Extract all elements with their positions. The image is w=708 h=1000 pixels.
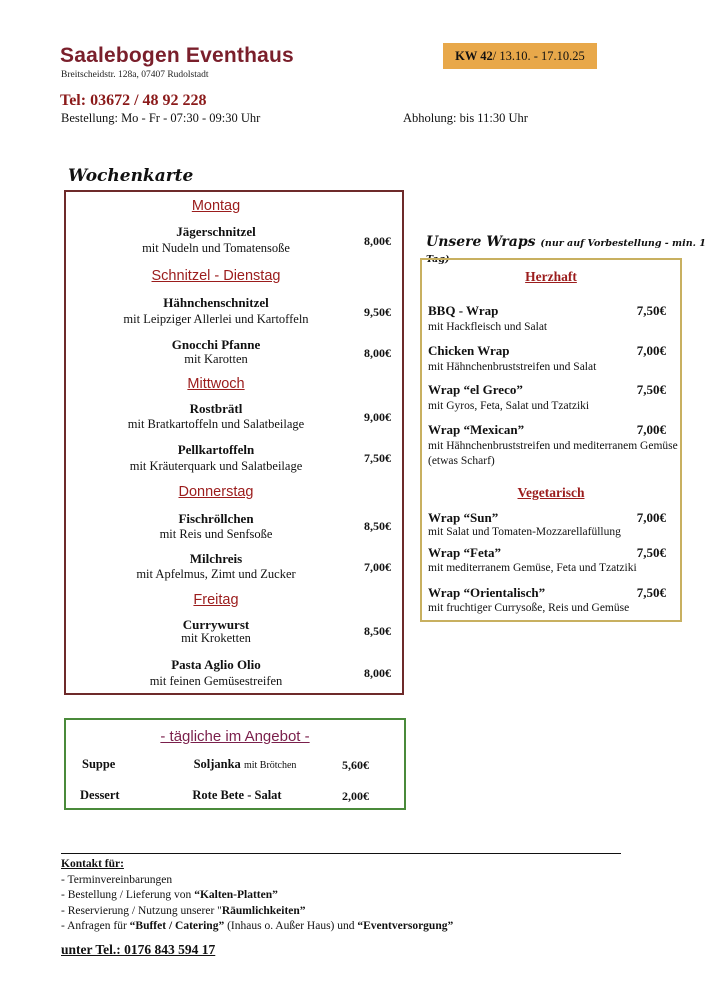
contact-text: - Anfragen für [61,920,130,932]
contact-bold: “Buffet / Catering” [129,920,225,932]
pickup-time: Abholung: bis 11:30 Uhr [403,111,528,125]
contact-text: (Inhaus o. Außer Haus) und [224,920,358,932]
dish-price: 8,00€ [364,666,391,680]
day-thursday: Donnerstag [178,484,254,500]
week-badge [443,43,597,69]
contact-line: - Terminvereinbarungen [61,873,173,886]
dish-desc: mit Leipziger Allerlei und Kartoffeln [123,312,309,326]
contact-line [61,919,453,935]
daily-item [152,788,322,803]
contact-section [61,857,453,935]
dish-price: 7,00€ [364,560,391,574]
daily-offer-box [64,718,406,810]
wrap-desc: mit mediterranem Gemüse, Feta und Tzatziki [428,562,637,574]
contact-line [61,904,453,920]
weekly-menu-box [64,190,404,695]
dish-name: Currywurst [182,617,250,632]
wrap-desc: mit Salat und Tomaten-Mozzarellafüllung [428,526,621,538]
daily-offer-title-text: - tägliche im Angebot - [160,728,310,745]
divider [61,853,621,854]
contact-line [61,888,453,904]
wrap-name: Wrap “Orientalisch” [428,585,546,600]
day-tuesday: Schnitzel - Dienstag [151,268,281,284]
wrap-desc: mit Hähnchenbruststreifen und mediterranem Gemüse (etwas Scharf) [428,440,678,467]
dish-desc: mit Kräuterquark und Salatbeilage [129,459,303,473]
dish-price: 8,00€ [364,346,391,360]
brand-name: Saalebogen Eventhaus [60,44,294,67]
wrap-price: 7,50€ [636,382,666,397]
daily-item [160,757,330,772]
daily-offer-title [66,728,404,745]
week-range: / 13.10. - 17.10.25 [492,48,585,63]
daily-label: Suppe [82,757,116,771]
contact-text: - Reservierung / Nutzung unserer " [61,904,222,917]
dish-desc: mit Kroketten [181,631,251,645]
wrap-desc: mit Hähnchenbruststreifen und Salat [428,361,597,373]
wrap-price: 7,50€ [636,545,666,560]
wrap-desc: mit Gyros, Feta, Salat und Tzatziki [428,400,590,412]
dish-desc: mit Karotten [184,352,248,366]
wrap-name: Wrap “Sun” [428,510,499,525]
contact-heading: Kontakt für: [61,858,124,870]
day-friday: Freitag [193,592,239,608]
contact-bold: Räumlichkeiten” [221,904,306,917]
dish-price: 7,50€ [364,451,391,465]
dish-name: Hähnchenschnitzel [163,295,269,310]
dish-name: Jägerschnitzel [176,224,256,239]
dish-name: Pasta Aglio Olio [171,657,261,672]
dish-desc: mit feinen Gemüsestreifen [149,674,283,688]
wraps-note: (nur auf Vorbestellung - min. 1 Tag) [426,238,706,265]
dish-desc: mit Reis und Senfsoße [159,527,273,541]
daily-price: 5,60€ [342,758,369,772]
contact-bold: “Kalten-Platten” [194,889,278,901]
wrap-name: BBQ - Wrap [428,303,499,318]
wrap-name: Wrap “Feta” [428,545,502,560]
wrap-category-herzhaft: Herzhaft [525,269,577,284]
day-wednesday: Mittwoch [187,376,245,392]
wrap-price: 7,00€ [636,343,666,358]
dish-name: Milchreis [189,551,243,566]
dish-name: Rostbrätl [189,401,243,416]
dish-price: 8,00€ [364,234,391,248]
order-hours: Bestellung: Mo - Fr - 07:30 - 09:30 Uhr [61,111,261,125]
address: Breitscheidstr. 128a, 07407 Rudolstadt [61,70,209,80]
dish-price: 9,00€ [364,410,391,424]
dish-name: Gnocchi Pfanne [171,337,261,352]
dish-price: 8,50€ [364,519,391,533]
wrap-price: 7,00€ [636,422,666,437]
daily-item-name: Rote Bete - Salat [192,788,282,802]
dish-price: 8,50€ [364,624,391,638]
daily-label: Dessert [80,788,120,802]
daily-price: 2,00€ [342,789,369,803]
wrap-price: 7,50€ [636,303,666,318]
wraps-box [420,258,682,622]
week-label: KW 42 [455,48,493,63]
contact-text: - Bestellung / Lieferung von [61,889,195,901]
day-monday: Montag [191,198,241,214]
wrap-name: Wrap “el Greco” [428,382,523,397]
wraps-title-text: Unsere Wraps [426,234,536,250]
wrap-price: 7,50€ [636,585,666,600]
phone-number: Tel: 03672 / 48 92 228 [60,92,207,109]
wrap-desc: mit Hackfleisch und Salat [428,321,548,333]
dish-desc: mit Apfelmus, Zimt und Zucker [136,567,296,581]
daily-item-name: Soljanka [193,757,241,771]
dish-desc: mit Bratkartoffeln und Salatbeilage [127,417,305,431]
dish-name: Pellkartoffeln [177,442,255,457]
wrap-name: Chicken Wrap [428,343,510,358]
contact-bold: “Eventversorgung” [357,920,454,932]
contact-phone: unter Tel.: 0176 843 594 17 [61,942,216,957]
daily-item-extra: mit Brötchen [243,760,297,771]
dish-price: 9,50€ [364,305,391,319]
wrap-category-vegetarisch: Vegetarisch [517,485,585,500]
weekly-menu-title: Wochenkarte [68,166,194,186]
dish-desc: mit Nudeln und Tomatensoße [142,241,290,255]
wrap-price: 7,00€ [636,510,666,525]
wrap-desc: mit fruchtiger Currysoße, Reis und Gemüse [428,602,630,614]
wrap-name: Wrap “Mexican” [428,422,525,437]
dish-name: Fischröllchen [178,511,254,526]
